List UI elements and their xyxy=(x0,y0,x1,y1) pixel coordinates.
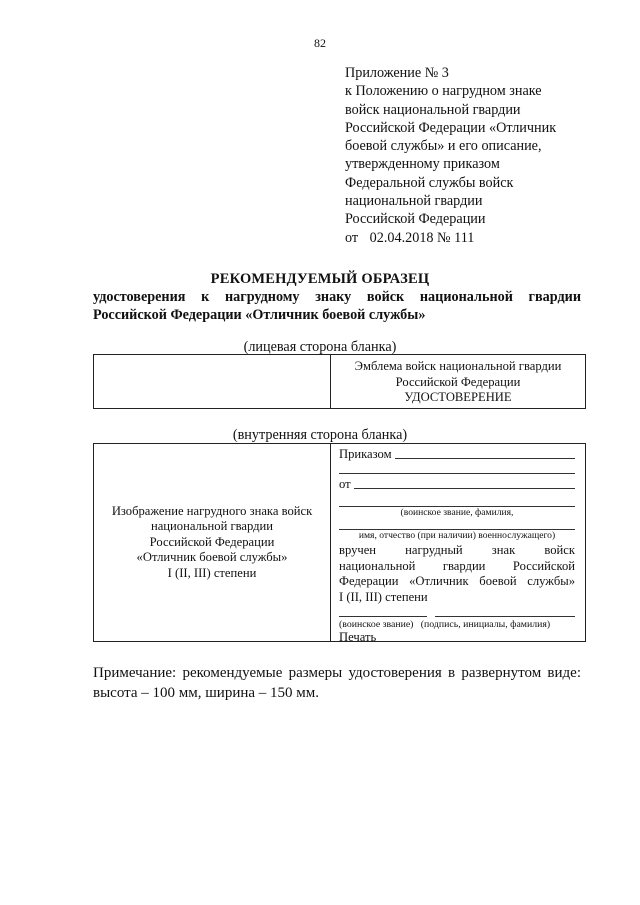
certificate-word: УДОСТОВЕРЕНИЕ xyxy=(404,390,512,404)
appendix-line: Российской Федерации «Отличник xyxy=(345,119,557,136)
appendix-line: к Положению о нагрудном знаке xyxy=(345,83,542,100)
badge-caption-line: Изображение нагрудного знака войск xyxy=(111,503,313,518)
appendix-line: национальной гвардии xyxy=(345,193,483,210)
document-subtitle xyxy=(93,288,581,324)
appendix-line: Российской Федерации xyxy=(345,211,486,228)
from-blank xyxy=(354,488,575,489)
order-row xyxy=(339,447,575,462)
hint-rank-name: (воинское звание, фамилия, xyxy=(400,507,514,518)
badge-caption-line: Российской Федерации xyxy=(149,534,275,549)
rank-blank xyxy=(339,616,427,617)
from-row xyxy=(339,477,575,492)
appendix-date-line xyxy=(345,229,605,247)
inner-side-caption: (внутренняя сторона бланка) xyxy=(232,427,408,443)
note-line: высота – 100 мм, ширина – 150 мм. xyxy=(93,684,320,701)
appendix-line: войск национальной гвардии xyxy=(345,101,521,118)
awarded-line: Федерации «Отличник боевой службы» xyxy=(339,574,575,588)
badge-image-placeholder xyxy=(94,444,331,642)
signature-lines xyxy=(339,616,575,617)
badge-caption-line: национальной гвардии xyxy=(150,519,274,534)
front-side-caption: (лицевая сторона бланка) xyxy=(243,339,397,355)
order-label: Приказом xyxy=(339,447,392,461)
page-number: 82 xyxy=(314,36,326,50)
blank-line xyxy=(339,473,575,474)
date-prefix: от xyxy=(345,229,359,246)
appendix-line: Приложение № 3 xyxy=(345,65,449,81)
appendix-line: Федеральной службы войск xyxy=(345,174,514,191)
awarded-line: вручен нагрудный знак войск xyxy=(339,543,575,557)
subtitle-line: удостоверения к нагрудному знаку войск национальной гвардии xyxy=(93,289,581,305)
hint-patronymic: имя, отчество (при наличии) военнослужащего) xyxy=(358,530,556,541)
front-right-cell xyxy=(331,355,586,409)
badge-caption-line: «Отличник боевой службы» xyxy=(136,550,288,565)
from-label: от xyxy=(339,477,351,491)
appendix-header xyxy=(345,64,605,247)
date-value: 02.04.2018 № 111 xyxy=(369,229,475,246)
emblem-text: Эмблема войск национальной гвардии xyxy=(354,359,562,373)
appendix-line: боевой службы» и его описание, xyxy=(345,138,542,155)
signature-hint: (воинское звание) (подпись, инициалы, фамилия) xyxy=(339,619,551,630)
subtitle-line: Российской Федерации «Отличник боевой службы» xyxy=(93,307,426,323)
appendix-line: утвержденному приказом xyxy=(345,156,500,173)
front-left-cell xyxy=(94,355,331,409)
note xyxy=(93,664,581,703)
inner-right-cell xyxy=(331,444,586,642)
awarded-text xyxy=(339,543,575,605)
document-title: РЕКОМЕНДУЕМЫЙ ОБРАЗЕЦ xyxy=(210,271,430,287)
note-line: Примечание: рекомендуемые размеры удостоверения в развернутом виде: xyxy=(93,665,581,681)
inner-side-table xyxy=(93,443,586,642)
awarded-line: I (II, III) степени xyxy=(339,589,428,604)
badge-caption-line: I (II, III) степени xyxy=(167,565,257,580)
front-side-table xyxy=(93,354,586,409)
signature-blank xyxy=(435,616,575,617)
order-blank xyxy=(395,458,575,459)
emblem-text: Российской Федерации xyxy=(395,374,521,389)
awarded-line: национальной гвардии Российской xyxy=(339,558,575,573)
stamp-label: Печать xyxy=(339,630,377,644)
